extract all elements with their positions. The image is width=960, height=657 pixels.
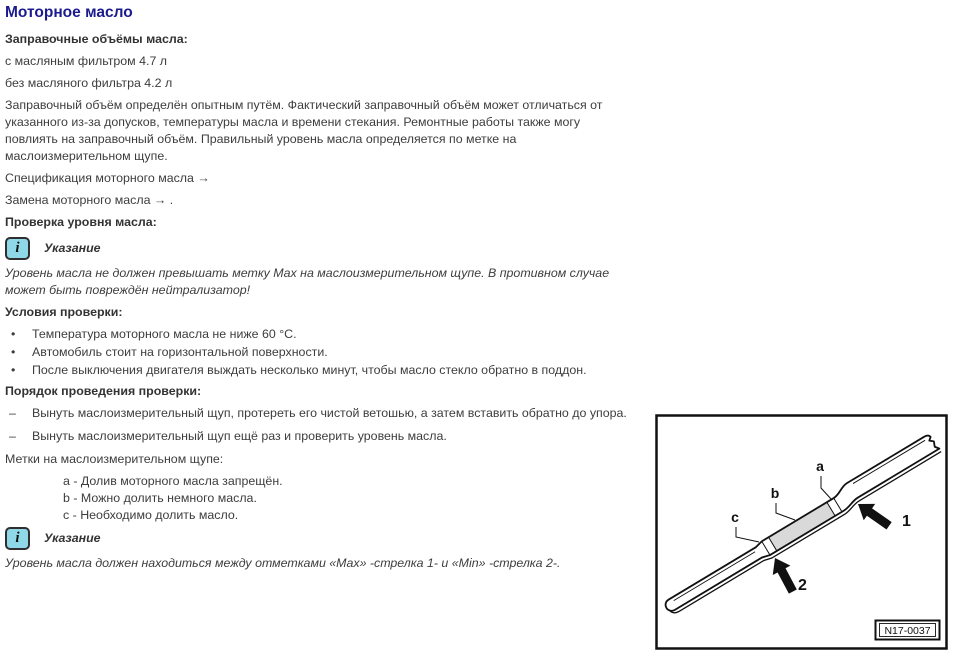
check-level-heading: Проверка уровня масла: bbox=[5, 215, 157, 229]
bullet-marker: • bbox=[11, 327, 16, 341]
note-2-header bbox=[5, 526, 633, 550]
note-1-label: Указание bbox=[44, 241, 101, 255]
intro-paragraph: Заправочный объём определён опытным путём. Фактический заправочный объём может отличаться от указанного из-за допусков, температуры масла и времени стекания. Ремонтные работы также могу повлиять на заправочный объём. Правильный уровень масла определяется по метке на маслоизмерительном щупе. bbox=[5, 98, 603, 163]
figure-code: N17-0037 bbox=[884, 625, 931, 637]
info-icon: i bbox=[5, 237, 30, 260]
procedure-text: Вынуть маслоизмерительный щуп ещё раз и проверить уровень масла. bbox=[32, 429, 447, 443]
oil-spec-link[interactable]: Спецификация моторного масла → bbox=[5, 171, 210, 185]
conditions-heading: Условия проверки: bbox=[5, 305, 123, 319]
bullet-marker: • bbox=[11, 363, 16, 377]
marks-list bbox=[5, 473, 633, 523]
condition-text: Температура моторного масла не ниже 60 °C. bbox=[32, 327, 297, 341]
document-body bbox=[5, 4, 633, 577]
condition-item bbox=[5, 344, 633, 361]
label-b: b bbox=[770, 485, 780, 501]
volume-with-filter: с масляным фильтром 4.7 л bbox=[5, 54, 168, 68]
mark-item: b - Можно долить немного масла. bbox=[63, 491, 257, 505]
label-a: a bbox=[816, 458, 824, 474]
arrow-1-number: 1 bbox=[902, 513, 911, 530]
dipstick-drawing bbox=[655, 414, 948, 650]
procedure-item bbox=[5, 405, 633, 422]
note-1-text: Уровень масла не должен превышать метку Max на маслоизмерительном щупе. В противном случае может быть повреждён нейтрализатор! bbox=[5, 266, 610, 297]
info-icon: i bbox=[5, 527, 30, 550]
mark-item: c - Необходимо долить масло. bbox=[63, 508, 239, 522]
label-c: c bbox=[731, 509, 739, 525]
condition-text: Автомобиль стоит на горизонтальной поверхности. bbox=[32, 345, 328, 359]
procedure-text: Вынуть маслоизмерительный щуп, протереть его чистой ветошью, а затем вставить обратно до упора. bbox=[32, 406, 627, 420]
procedure-heading: Порядок проведения проверки: bbox=[5, 384, 202, 398]
note-1-header bbox=[5, 236, 633, 260]
condition-item bbox=[5, 362, 633, 379]
marks-heading: Метки на маслоизмерительном щупе: bbox=[5, 452, 224, 466]
condition-item bbox=[5, 326, 633, 343]
procedure-list bbox=[5, 405, 633, 445]
note-2-label: Указание bbox=[44, 531, 101, 545]
note-2-text: Уровень масла должен находиться между отметками «Max» -стрелка 1- и «Min» -стрелка 2-. bbox=[5, 556, 561, 570]
oil-change-link[interactable]: Замена моторного масла → . bbox=[5, 193, 174, 207]
condition-text: После выключения двигателя выждать несколько минут, чтобы масло стекло обратно в поддон. bbox=[32, 363, 587, 377]
arrow-2-number: 2 bbox=[798, 577, 807, 594]
mark-item: a - Долив моторного масла запрещён. bbox=[63, 474, 283, 488]
procedure-item bbox=[5, 428, 633, 445]
page-title: Моторное масло bbox=[5, 4, 133, 21]
volumes-heading: Заправочные объёмы масла: bbox=[5, 32, 188, 46]
conditions-list bbox=[5, 326, 633, 379]
dash-marker: – bbox=[9, 429, 16, 443]
bullet-marker: • bbox=[11, 345, 16, 359]
volume-without-filter: без масляного фильтра 4.2 л bbox=[5, 76, 173, 90]
dipstick-figure bbox=[655, 414, 948, 650]
dash-marker: – bbox=[9, 406, 16, 420]
